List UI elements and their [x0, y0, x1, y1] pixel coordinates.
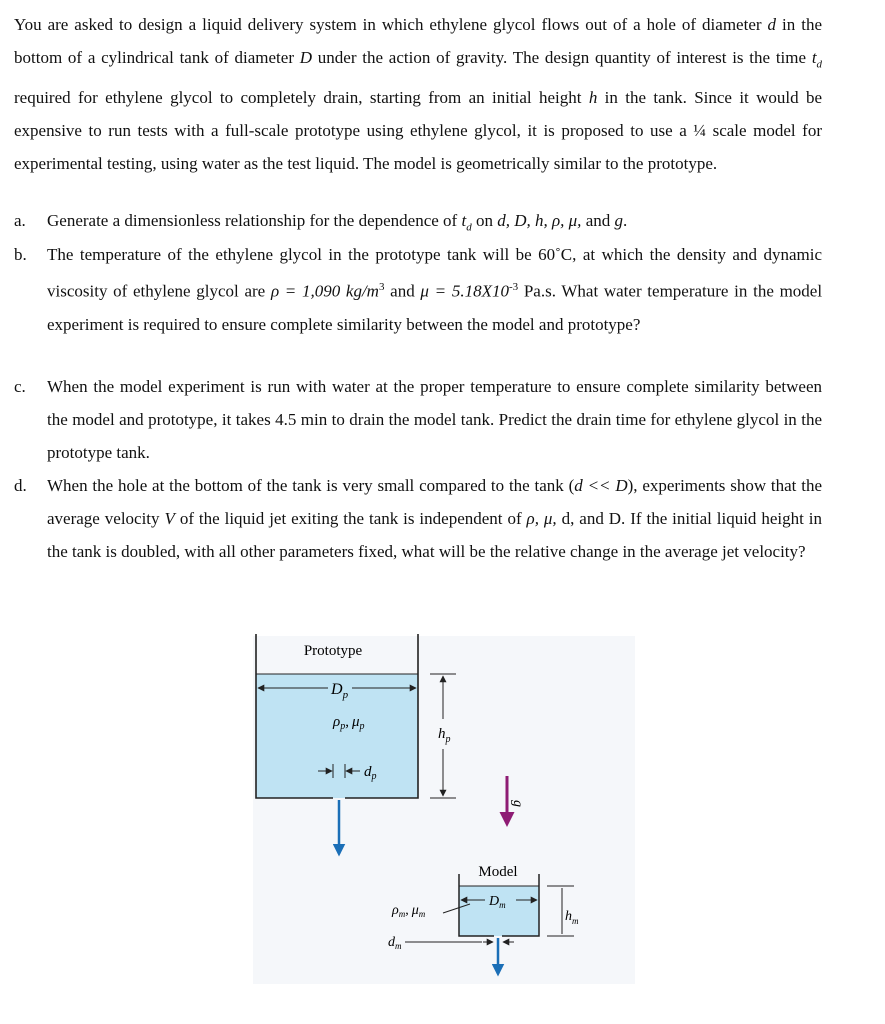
model-D-label: $D_m$ [489, 894, 506, 910]
gravity-label: g [510, 800, 525, 807]
model-h-label: $h_m$ [565, 909, 579, 926]
problem-intro: You are asked to design a liquid delivery system in which ethylene glycol flows out of a hole of diameter d in the bottom of a cylindrical tank of diameter D under the action of gravity. The design quantity of interest is the time $t_d$ required for ethylene glycol to completely drain, starting from an initial height h in the tank. Since it would be expensive to run tests with a full-scale prototype using ethylene glycol, it is proposed to use a ¼ scale model for experimental testing, using water as the test liquid. The model is geometrically similar to the prototype. [14, 15, 823, 174]
prototype-D-label: $D_p$ [331, 681, 349, 701]
model-rho-mu-label: $\rho_m$, $\mu_m$ [392, 903, 426, 919]
prototype-d-label: $d_p$ [364, 764, 377, 782]
page: You are asked to design a liquid delivery system in which ethylene glycol flows out of a hole of diameter d in the bottom of a cylindrical tank of diameter D under the action of gravity. The design quantity of interest is the time $t_d$ required for ethylene glycol to completely drain, starting from an initial height h in the tank. Since it would be expensive to run tests with a full-scale prototype using ethylene glycol, it is proposed to use a ¼ scale model for experimental testing, using water as the test liquid. The model is geometrically similar to the prototype. a. Generate a dimensionless relationship for the dependence of $t_d$ on d, D, h, ρ, μ, and g. b. The temperature of the ethylene glycol in the prototype tank will be 60˚C, at which the density and dynamic viscosity of ethylene glycol are ρ = 1,090 $kg/m^3$ and $\mu = 5.18X10^{-3}$ Pa.s. What water temperature in the model experiment is required to ensure complete similarity between the model and prototype? c. When the model experiment is run with water at the proper temperature to ensure complete similarity between the model and prototype, it takes 4.5 min to drain the model tank. Predict the drain time for ethylene glycol in the prototype tank. d. When the hole at the bottom of the tank is very small compared to the tank (d << D), experiments show that the average velocity V of the liquid jet exiting the tank is independent of ρ, μ, d, and D. If the initial liquid height in the tank is doubled, with all other parameters fixed, what will be the relative change in the average jet velocity? Prototype $D_p$ $\rho_p$, $\mu_p$ $d_p$ $h_p$ g Model $D_m$ $h_m$ $\rho_m$, $\mu_m$ $d_m$ [0, 0, 885, 1024]
prototype-h-label: $h_p$ [438, 726, 451, 745]
model-label: Model [478, 864, 518, 880]
tank-figure [0, 624, 885, 1024]
prototype-label: Prototype [303, 643, 363, 659]
prototype-rho-mu-label: $\rho_p$, $\mu_p$ [333, 714, 365, 732]
model-d-label: $d_m$ [388, 935, 402, 951]
